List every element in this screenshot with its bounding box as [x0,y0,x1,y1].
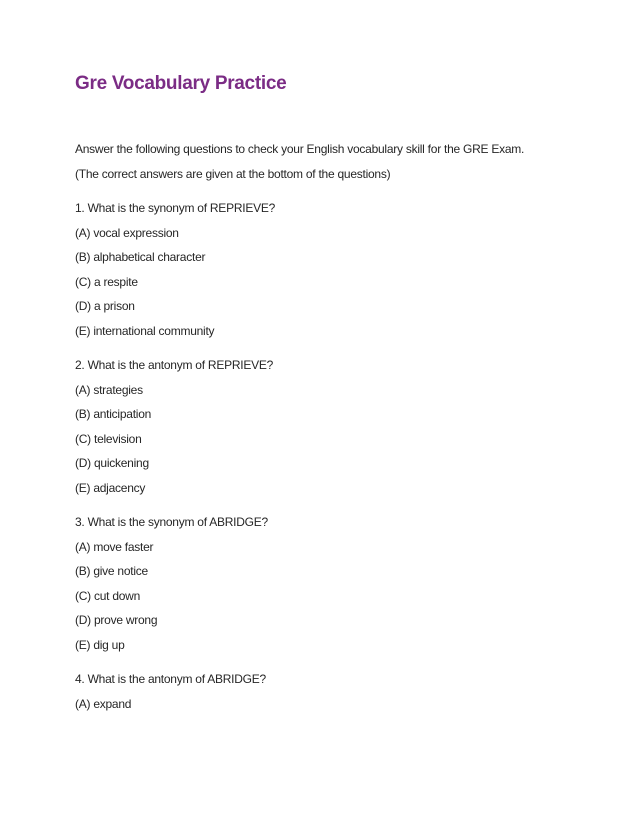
answer-option: (E) dig up [75,637,125,652]
question-prompt: 4. What is the antonym of ABRIDGE? [75,672,266,686]
answer-option: (E) international community [75,323,215,338]
question-prompt: 1. What is the synonym of REPRIEVE? [75,201,276,215]
answer-option: (C) television [75,431,142,446]
answer-option: (A) expand [75,696,132,711]
question-prompt: 3. What is the synonym of ABRIDGE? [75,515,268,529]
answer-option: (A) move faster [75,539,154,554]
answer-option: (B) alphabetical character [75,250,206,264]
answer-option: (A) strategies [75,382,143,397]
question-4 [75,672,568,712]
intro-line-2: (The correct answers are given at the bottom of the questions) [75,166,391,181]
intro-line-1: Answer the following questions to check your English vocabulary skill for the GRE Exam. [75,142,525,156]
answer-option: (C) a respite [75,274,138,289]
answer-option: (A) vocal expression [75,225,179,240]
answer-option: (C) cut down [75,588,141,603]
intro-section [75,142,568,182]
question-prompt: 2. What is the antonym of REPRIEVE? [75,358,274,372]
question-2 [75,358,568,496]
answer-option: (E) adjacency [75,480,146,495]
answer-option: (D) prove wrong [75,613,158,627]
question-3 [75,515,568,653]
answer-option: (B) give notice [75,564,148,578]
answer-option: (D) a prison [75,299,135,313]
answer-option: (B) anticipation [75,407,152,421]
document-title: Gre Vocabulary Practice [75,73,287,94]
question-1 [75,201,568,339]
answer-option: (D) quickening [75,456,149,470]
